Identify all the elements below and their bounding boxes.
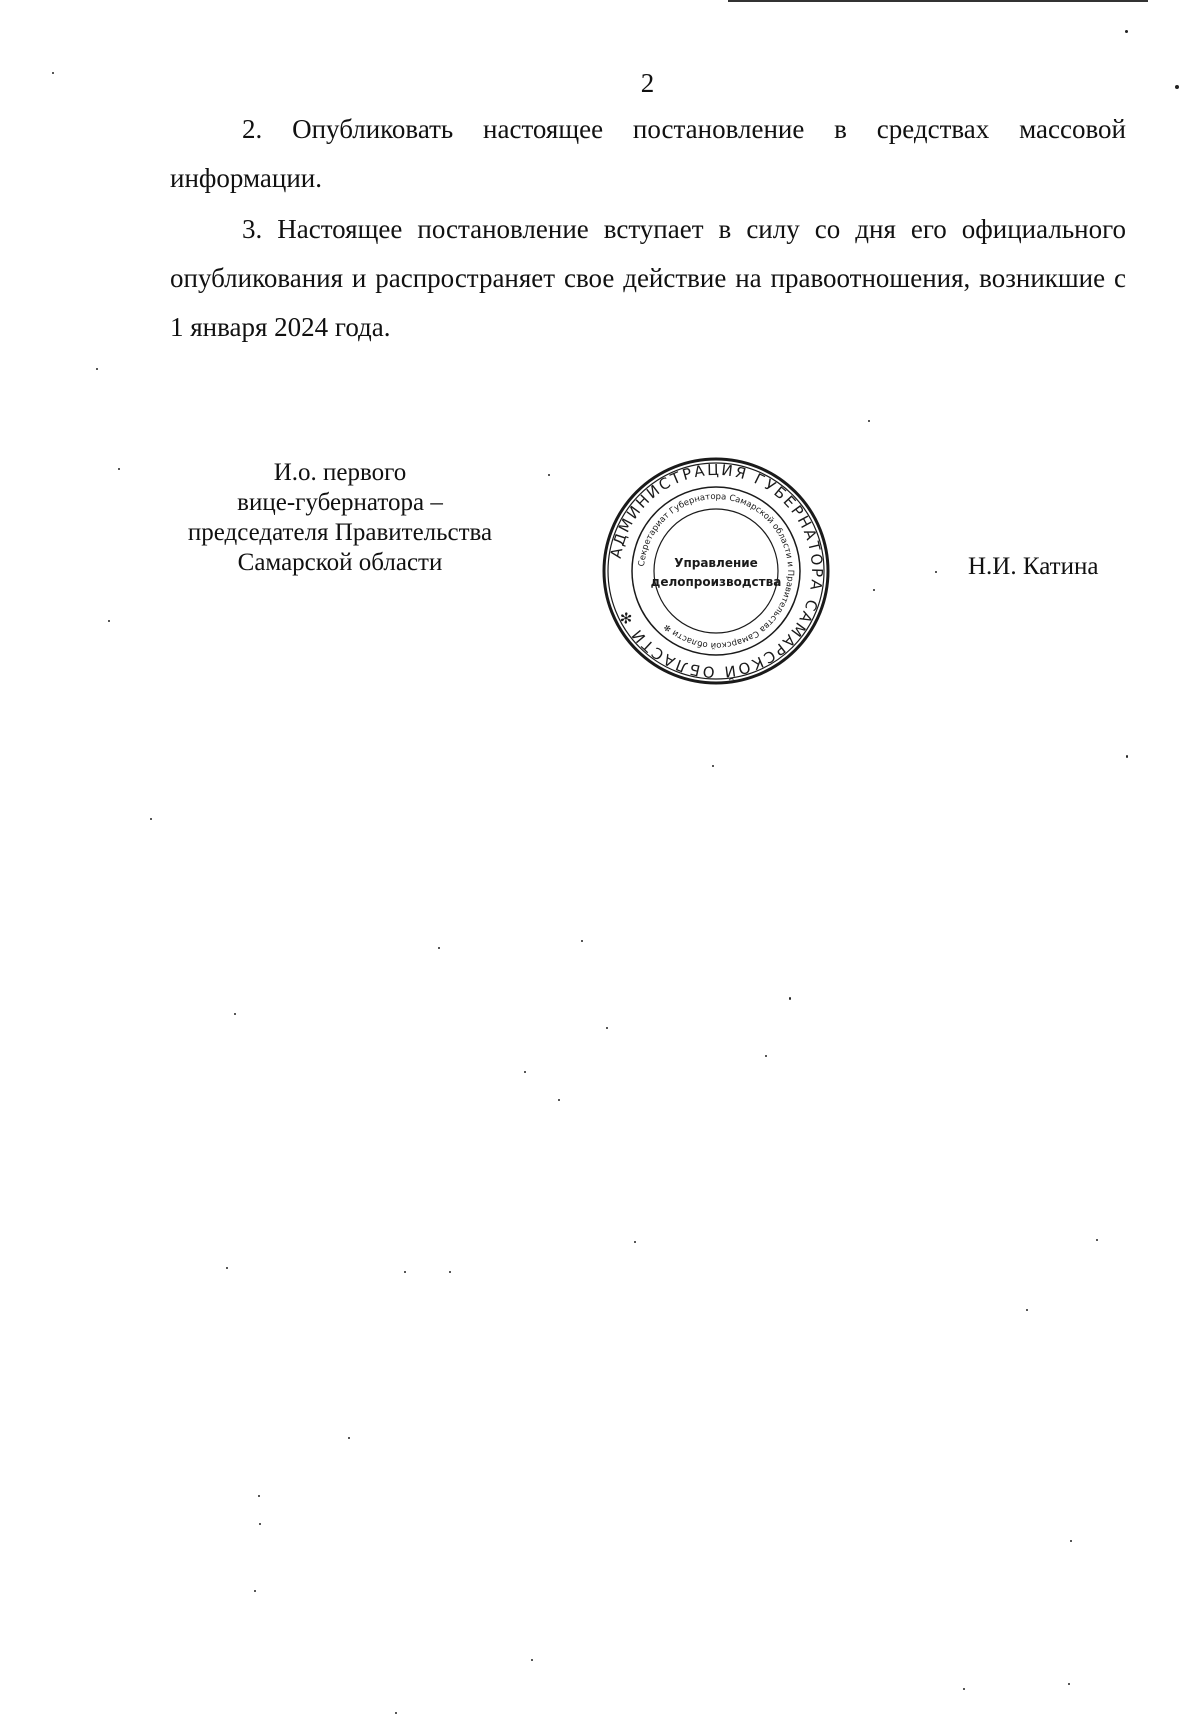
scan-speck: [438, 947, 440, 949]
scan-speck: [634, 1241, 636, 1243]
scan-speck: [963, 1688, 965, 1690]
scan-speck: [765, 1055, 767, 1057]
scan-speck: [935, 571, 937, 573]
scan-speck: [558, 1099, 560, 1101]
scan-speck: [1070, 1540, 1072, 1542]
signer-title-line: вице-губернатора –: [237, 489, 443, 516]
scan-speck: [108, 620, 110, 622]
scan-speck: [404, 1271, 406, 1273]
scan-speck: [1126, 755, 1128, 758]
scan-speck: [581, 940, 583, 942]
scan-speck: [254, 1590, 256, 1592]
scan-speck: [712, 765, 714, 767]
scan-speck: [524, 1071, 526, 1073]
signer-title-line: Самарской области: [237, 549, 443, 576]
scan-speck: [96, 368, 98, 370]
scan-speck: [52, 72, 54, 74]
scan-speck: [234, 1013, 236, 1015]
paragraph-3: 3. Настоящее постановление вступает в силу со дня его официального опубликования и распространяет свое действие на правоотношения, возникшие с 1 января 2024 года.: [170, 214, 1126, 342]
scan-speck: [789, 997, 791, 1000]
scan-speck: [259, 1523, 261, 1525]
seal-center-line-2: делопроизводства: [650, 575, 782, 589]
seal-inner-ring: [654, 509, 778, 633]
official-seal-stamp: [600, 455, 832, 687]
scan-speck: [258, 1495, 260, 1497]
scan-speck: [531, 1659, 533, 1661]
scan-speck: [449, 1271, 451, 1273]
scan-speck: [348, 1437, 350, 1439]
scan-speck: [868, 420, 870, 422]
seal-center-line-1: Управление: [674, 556, 758, 570]
scan-speck: [548, 474, 550, 476]
scan-speck: [1026, 1309, 1028, 1311]
signer-title-line: И.о. первого: [273, 459, 407, 486]
scan-speck: [1068, 1683, 1070, 1685]
scan-speck: [226, 1267, 228, 1269]
scan-speck: [606, 1027, 608, 1029]
scan-speck: [1125, 30, 1128, 33]
seal-middle-ring: [632, 487, 800, 655]
seal-inner-text: Секретариат Губернатора Самарской области и Правительства Самарской области ✻: [637, 491, 796, 651]
seal-outer-text: АДМИНИСТРАЦИЯ ГУБЕРНАТОРА САМАРСКОЙ ОБЛАСТИ ✻: [606, 460, 827, 682]
signer-title-line: председателя Правительства: [187, 519, 493, 546]
page-number: 2: [640, 68, 655, 98]
signer-name: Н.И. Катина: [968, 553, 1099, 580]
scan-speck: [1096, 1239, 1098, 1241]
paragraph-2: 2. Опубликовать настоящее постановление в средствах массовой информации.: [170, 114, 1126, 193]
scan-speck: [873, 589, 875, 591]
scan-speck: [395, 1712, 397, 1714]
scan-speck: [150, 818, 152, 820]
scan-speck: [118, 468, 120, 470]
top-edge-rule: [728, 0, 1148, 2]
signer-title: [160, 458, 520, 578]
scan-speck: [1175, 85, 1179, 89]
